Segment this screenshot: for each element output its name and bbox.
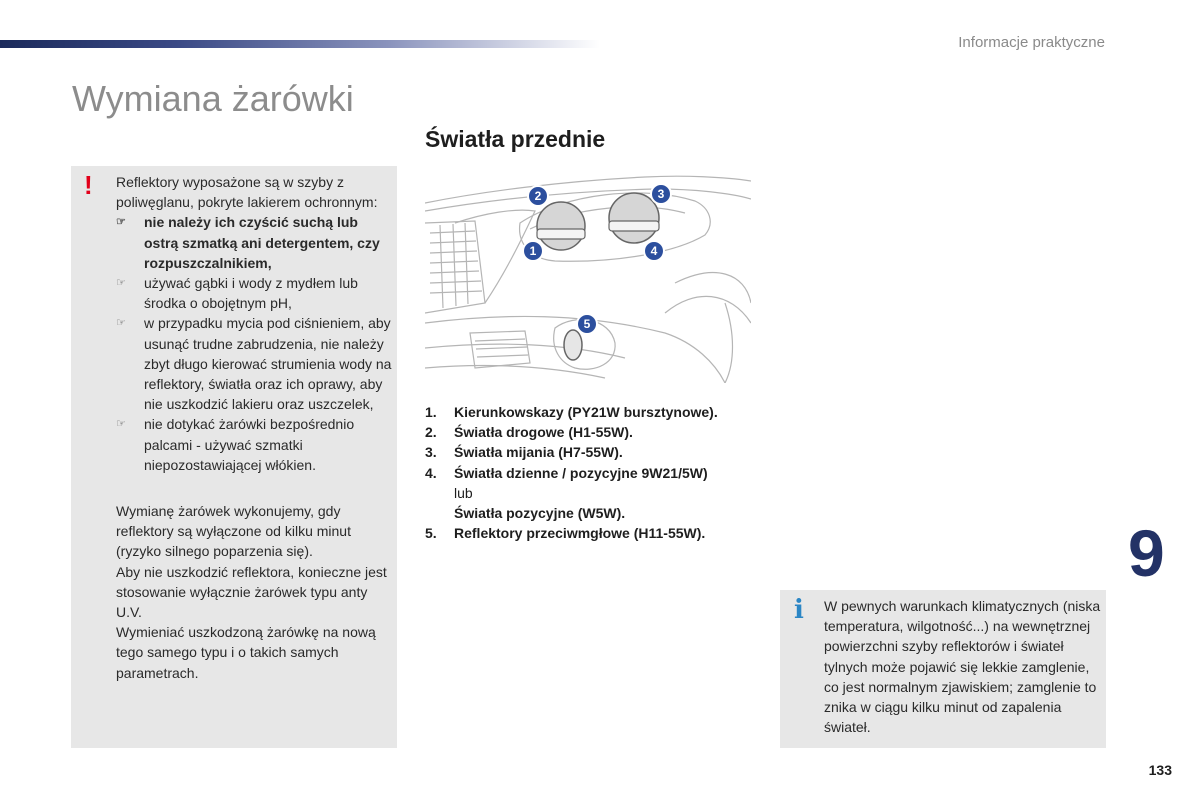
bulb-legend xyxy=(425,402,785,543)
info-text: W pewnych warunkach klimatycznych (niska temperatura, wilgotność...) na wewnętrznej powierzchni szyby reflektorów i świateł tylnych może pojawić się lekkie zamglenie, co jest normalnym zjawiskiem; zamglenie to znika w ciągu kilku minut od zapalenia świateł. xyxy=(824,598,1101,736)
warning-icon: ! xyxy=(84,170,93,200)
pointing-hand-icon: ☞ xyxy=(116,216,126,229)
callout-label-2: 2 xyxy=(534,189,542,203)
warning-bullet: ☞ w przypadku mycia pod ciśnieniem, aby usunąć trudne zabrudzenia, nie należy zbyt długo kierować strumienia wody na reflektory, światła oraz ich oprawy, aby nie uszkodzić lakieru oraz uszczelek, xyxy=(116,315,392,413)
warning-bullet: ☞ nie należy ich czyścić suchą lub ostrą szmatką ani detergentem, czy rozpuszczalnikiem, xyxy=(116,214,380,271)
headlamp-diagram xyxy=(425,163,751,383)
warning-bullet: ☞ nie dotykać żarówki bezpośrednio palcami - używać szmatki niepozostawiającej włókien. xyxy=(116,416,355,473)
warning-bullet: ☞ używać gąbki i wody z mydłem lub środka o obojętnym pH, xyxy=(116,275,358,312)
header-gradient-bar xyxy=(0,40,600,48)
pointing-hand-icon: ☞ xyxy=(116,317,126,330)
warning-paragraph: Wymianę żarówek wykonujemy, gdy reflektory są wyłączone od kilku minut (ryzyko silnego poparzenia się). xyxy=(116,503,351,560)
callout-label-5: 5 xyxy=(583,317,591,331)
pointing-hand-icon: ☞ xyxy=(116,277,126,290)
callout-label-3: 3 xyxy=(657,187,665,201)
warning-paragraph: Wymieniać uszkodzoną żarówkę na nową tego samego typu i o takich samych parametrach. xyxy=(116,624,376,681)
legend-item: 1. Kierunkowskazy (PY21W bursztynowe). xyxy=(425,404,718,420)
section-header: Informacje praktyczne xyxy=(958,34,1105,51)
callout-label-4: 4 xyxy=(650,244,658,258)
legend-item: 5. Reflektory przeciwmgłowe (H11-55W). xyxy=(425,525,706,542)
warning-bullet-list xyxy=(116,212,394,475)
legend-item: 2. Światła drogowe (H1-55W). xyxy=(425,424,633,441)
callout-label-1: 1 xyxy=(529,244,537,258)
warning-intro: Reflektory wyposażone są w szyby z poliwęglanu, pokryte lakierem ochronnym: xyxy=(116,174,378,211)
warning-paragraph: Aby nie uszkodzić reflektora, konieczne jest stosowanie wyłącznie żarówek typu anty U.V. xyxy=(116,563,387,621)
page-title: Wymiana żarówki xyxy=(72,78,354,119)
chapter-number: 9 xyxy=(1128,516,1165,590)
warning-text xyxy=(116,172,394,683)
section-title: Światła przednie xyxy=(425,126,606,152)
info-icon: i xyxy=(794,595,804,625)
legend-item: 4. Światła dzienne / pozycyjne 9W21/5W) lub Światła pozycyjne (W5W). xyxy=(425,464,708,522)
page-number: 133 xyxy=(1148,762,1172,778)
legend-item: 3. Światła mijania (H7-55W). xyxy=(425,444,623,461)
pointing-hand-icon: ☞ xyxy=(116,418,126,431)
